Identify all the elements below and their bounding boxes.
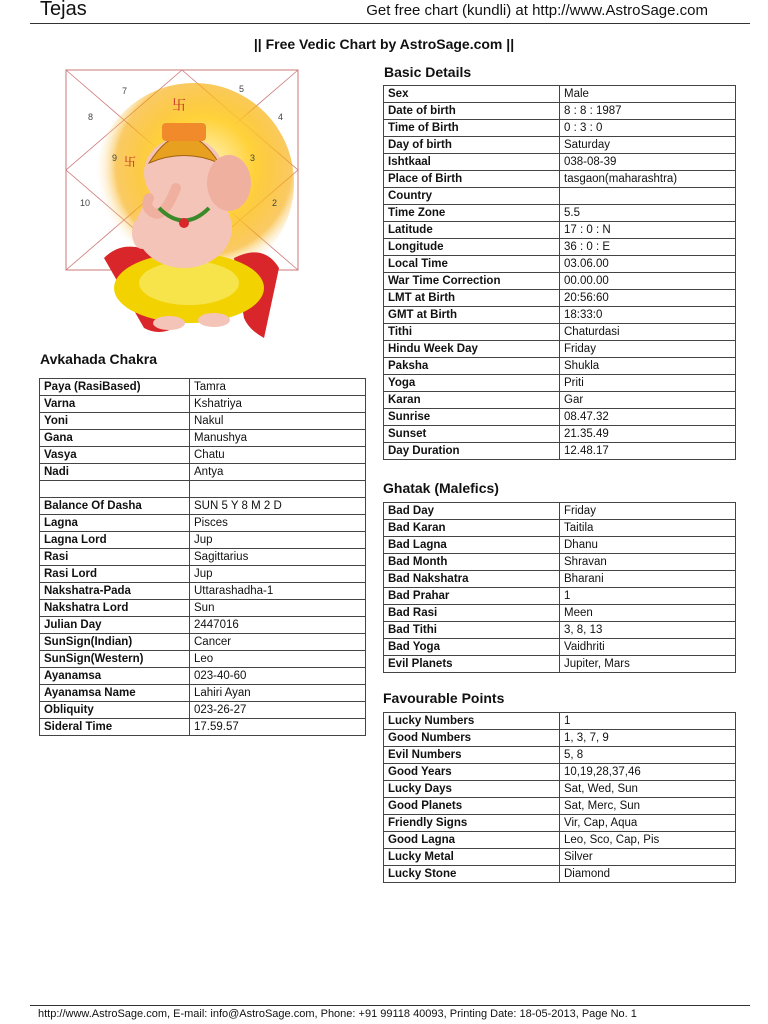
row-value: Chatu	[190, 447, 366, 464]
row-label: Time of Birth	[384, 120, 560, 137]
row-label: Good Years	[384, 764, 560, 781]
row-value: Antya	[190, 464, 366, 481]
row-label: Sunset	[384, 426, 560, 443]
row-label: Nakshatra-Pada	[40, 583, 190, 600]
row-label: Yoga	[384, 375, 560, 392]
row-label: Ayanamsa Name	[40, 685, 190, 702]
row-label: War Time Correction	[384, 273, 560, 290]
row-value: Vir, Cap, Aqua	[560, 815, 736, 832]
row-value: Priti	[560, 375, 736, 392]
row-label: Gana	[40, 430, 190, 447]
table-row	[384, 290, 736, 307]
row-value: 5, 8	[560, 747, 736, 764]
row-label: Ishtkaal	[384, 154, 560, 171]
house-number: 4	[278, 112, 284, 122]
row-label: Lucky Numbers	[384, 713, 560, 730]
row-value: Kshatriya	[190, 396, 366, 413]
table-row	[384, 815, 736, 832]
table-row	[384, 849, 736, 866]
row-label: Bad Month	[384, 554, 560, 571]
row-label: Evil Numbers	[384, 747, 560, 764]
table-row	[384, 622, 736, 639]
table-row	[384, 866, 736, 883]
row-value: 18:33:0	[560, 307, 736, 324]
row-value: Sun	[190, 600, 366, 617]
row-label: Country	[384, 188, 560, 205]
row-label: Bad Prahar	[384, 588, 560, 605]
row-label: Hindu Week Day	[384, 341, 560, 358]
row-value: tasgaon(maharashtra)	[560, 171, 736, 188]
row-label: GMT at Birth	[384, 307, 560, 324]
table-row	[40, 430, 366, 447]
table-row	[384, 656, 736, 673]
row-value: 03.06.00	[560, 256, 736, 273]
table-row	[384, 730, 736, 747]
ghatak-table	[383, 502, 736, 673]
table-row	[40, 634, 366, 651]
row-value: Pisces	[190, 515, 366, 532]
row-label: Lucky Stone	[384, 866, 560, 883]
row-value: 3, 8, 13	[560, 622, 736, 639]
row-value: Male	[560, 86, 736, 103]
table-row	[384, 520, 736, 537]
table-row	[384, 307, 736, 324]
row-value: Diamond	[560, 866, 736, 883]
table-row	[384, 605, 736, 622]
row-value: Silver	[560, 849, 736, 866]
header-divider	[30, 23, 750, 24]
table-row	[384, 324, 736, 341]
row-label: SunSign(Western)	[40, 651, 190, 668]
row-label: Obliquity	[40, 702, 190, 719]
row-value: Dhanu	[560, 537, 736, 554]
table-row	[40, 668, 366, 685]
row-value	[190, 481, 366, 498]
row-value: Jup	[190, 532, 366, 549]
footer-divider	[30, 1005, 750, 1006]
row-label: Time Zone	[384, 205, 560, 222]
footer-text: http://www.AstroSage.com, E-mail: info@AstroSage.com, Phone: +91 99118 40093, Printing Date: 18-05-2013, Page No. 1	[38, 1008, 637, 1020]
row-label: Karan	[384, 392, 560, 409]
row-value: 5.5	[560, 205, 736, 222]
row-value: Lahiri Ayan	[190, 685, 366, 702]
row-value: Friday	[560, 341, 736, 358]
row-value: Uttarashadha-1	[190, 583, 366, 600]
table-row	[40, 566, 366, 583]
row-label: Local Time	[384, 256, 560, 273]
row-label: Longitude	[384, 239, 560, 256]
table-row	[384, 120, 736, 137]
house-number: 2	[272, 198, 278, 208]
basic-details-heading: Basic Details	[384, 64, 472, 80]
row-value: 2447016	[190, 617, 366, 634]
table-row	[40, 481, 366, 498]
row-value: Cancer	[190, 634, 366, 651]
row-value: Jupiter, Mars	[560, 656, 736, 673]
row-value: 12.48.17	[560, 443, 736, 460]
row-label: Sunrise	[384, 409, 560, 426]
row-value: Chaturdasi	[560, 324, 736, 341]
table-row	[384, 137, 736, 154]
row-label	[40, 481, 190, 498]
row-value: Meen	[560, 605, 736, 622]
table-row	[384, 503, 736, 520]
avkahada-chakra-table	[39, 378, 366, 736]
row-value: 36 : 0 : E	[560, 239, 736, 256]
table-row	[384, 781, 736, 798]
row-value	[560, 188, 736, 205]
table-row	[40, 549, 366, 566]
row-label: Yoni	[40, 413, 190, 430]
table-row	[40, 515, 366, 532]
person-name: Tejas	[40, 0, 87, 20]
row-label: Bad Rasi	[384, 605, 560, 622]
table-row	[40, 447, 366, 464]
row-label: Lucky Metal	[384, 849, 560, 866]
row-label: Latitude	[384, 222, 560, 239]
row-value: 21.35.49	[560, 426, 736, 443]
table-row	[384, 764, 736, 781]
table-row	[384, 86, 736, 103]
row-value: Friday	[560, 503, 736, 520]
table-row	[384, 188, 736, 205]
table-row	[384, 588, 736, 605]
table-row	[40, 685, 366, 702]
row-value: Bharani	[560, 571, 736, 588]
row-label: Julian Day	[40, 617, 190, 634]
table-row	[40, 464, 366, 481]
row-value: 17 : 0 : N	[560, 222, 736, 239]
row-label: Ayanamsa	[40, 668, 190, 685]
row-label: Place of Birth	[384, 171, 560, 188]
row-label: LMT at Birth	[384, 290, 560, 307]
table-row	[40, 702, 366, 719]
table-row	[40, 719, 366, 736]
row-label: Nadi	[40, 464, 190, 481]
row-label: Good Planets	[384, 798, 560, 815]
row-label: Tithi	[384, 324, 560, 341]
table-row	[40, 617, 366, 634]
table-row	[384, 222, 736, 239]
kundli-chart-illustration	[64, 68, 300, 346]
table-row	[384, 103, 736, 120]
row-value: Vaidhriti	[560, 639, 736, 656]
table-row	[40, 532, 366, 549]
table-row	[384, 239, 736, 256]
row-value: Sat, Wed, Sun	[560, 781, 736, 798]
house-number: 10	[80, 198, 91, 208]
house-number: 8	[88, 112, 94, 122]
row-label: Rasi	[40, 549, 190, 566]
row-value: Jup	[190, 566, 366, 583]
table-row	[40, 651, 366, 668]
house-number: 7	[122, 86, 128, 96]
row-label: Lagna Lord	[40, 532, 190, 549]
table-row	[384, 375, 736, 392]
table-row	[384, 205, 736, 222]
row-value: Leo, Sco, Cap, Pis	[560, 832, 736, 849]
row-value: Leo	[190, 651, 366, 668]
row-value: 10,19,28,37,46	[560, 764, 736, 781]
row-label: Bad Nakshatra	[384, 571, 560, 588]
row-label: Good Lagna	[384, 832, 560, 849]
row-label: Balance Of Dasha	[40, 498, 190, 515]
row-value: Manushya	[190, 430, 366, 447]
row-value: 8 : 8 : 1987	[560, 103, 736, 120]
table-row	[384, 256, 736, 273]
site-promo: Get free chart (kundli) at http://www.AstroSage.com	[366, 2, 708, 19]
table-row	[384, 798, 736, 815]
table-row	[384, 341, 736, 358]
row-label: Lucky Days	[384, 781, 560, 798]
table-row	[384, 537, 736, 554]
row-value: 08.47.32	[560, 409, 736, 426]
row-value: 1, 3, 7, 9	[560, 730, 736, 747]
table-row	[40, 583, 366, 600]
table-row	[40, 413, 366, 430]
table-row	[40, 498, 366, 515]
table-row	[384, 554, 736, 571]
row-value: Tamra	[190, 379, 366, 396]
row-label: Vasya	[40, 447, 190, 464]
table-row	[384, 832, 736, 849]
row-value: Shravan	[560, 554, 736, 571]
row-label: Rasi Lord	[40, 566, 190, 583]
row-label: Bad Karan	[384, 520, 560, 537]
row-value: Sat, Merc, Sun	[560, 798, 736, 815]
table-row	[40, 396, 366, 413]
ghatak-heading: Ghatak (Malefics)	[383, 480, 499, 496]
basic-details-table	[383, 85, 736, 460]
table-row	[384, 358, 736, 375]
favourable-points-table	[383, 712, 736, 883]
row-label: Paya (RasiBased)	[40, 379, 190, 396]
row-label: Friendly Signs	[384, 815, 560, 832]
table-row	[384, 571, 736, 588]
row-label: Day Duration	[384, 443, 560, 460]
row-label: Bad Lagna	[384, 537, 560, 554]
row-label: SunSign(Indian)	[40, 634, 190, 651]
row-label: Nakshatra Lord	[40, 600, 190, 617]
row-label: Bad Day	[384, 503, 560, 520]
row-value: 17.59.57	[190, 719, 366, 736]
house-number: 5	[239, 84, 245, 94]
row-value: SUN 5 Y 8 M 2 D	[190, 498, 366, 515]
favourable-points-heading: Favourable Points	[383, 690, 505, 706]
row-label: Paksha	[384, 358, 560, 375]
row-value: Gar	[560, 392, 736, 409]
table-row	[384, 392, 736, 409]
row-value: Saturday	[560, 137, 736, 154]
row-label: Lagna	[40, 515, 190, 532]
row-value: 0 : 3 : 0	[560, 120, 736, 137]
row-label: Good Numbers	[384, 730, 560, 747]
table-row	[384, 747, 736, 764]
table-row	[384, 426, 736, 443]
svg-text:卐: 卐	[124, 155, 137, 169]
table-row	[384, 713, 736, 730]
table-row	[384, 409, 736, 426]
row-value: 023-26-27	[190, 702, 366, 719]
table-row	[40, 379, 366, 396]
row-label: Sideral Time	[40, 719, 190, 736]
row-label: Sex	[384, 86, 560, 103]
table-row	[384, 154, 736, 171]
table-row	[384, 171, 736, 188]
house-number: 9	[112, 153, 118, 163]
house-number: 3	[250, 153, 256, 163]
table-row	[384, 639, 736, 656]
svg-text:卐: 卐	[172, 98, 186, 114]
row-label: Evil Planets	[384, 656, 560, 673]
row-label: Varna	[40, 396, 190, 413]
row-label: Day of birth	[384, 137, 560, 154]
row-value: Taitila	[560, 520, 736, 537]
row-value: Shukla	[560, 358, 736, 375]
row-label: Date of birth	[384, 103, 560, 120]
row-value: Sagittarius	[190, 549, 366, 566]
row-value: 023-40-60	[190, 668, 366, 685]
row-value: 20:56:60	[560, 290, 736, 307]
table-row	[384, 443, 736, 460]
row-value: 038-08-39	[560, 154, 736, 171]
row-value: 00.00.00	[560, 273, 736, 290]
row-label: Bad Tithi	[384, 622, 560, 639]
row-value: Nakul	[190, 413, 366, 430]
row-label: Bad Yoga	[384, 639, 560, 656]
page-title: || Free Vedic Chart by AstroSage.com ||	[253, 36, 515, 52]
row-value: 1	[560, 713, 736, 730]
table-row	[40, 600, 366, 617]
row-value: 1	[560, 588, 736, 605]
avkahada-chakra-heading: Avkahada Chakra	[40, 351, 157, 367]
table-row	[384, 273, 736, 290]
